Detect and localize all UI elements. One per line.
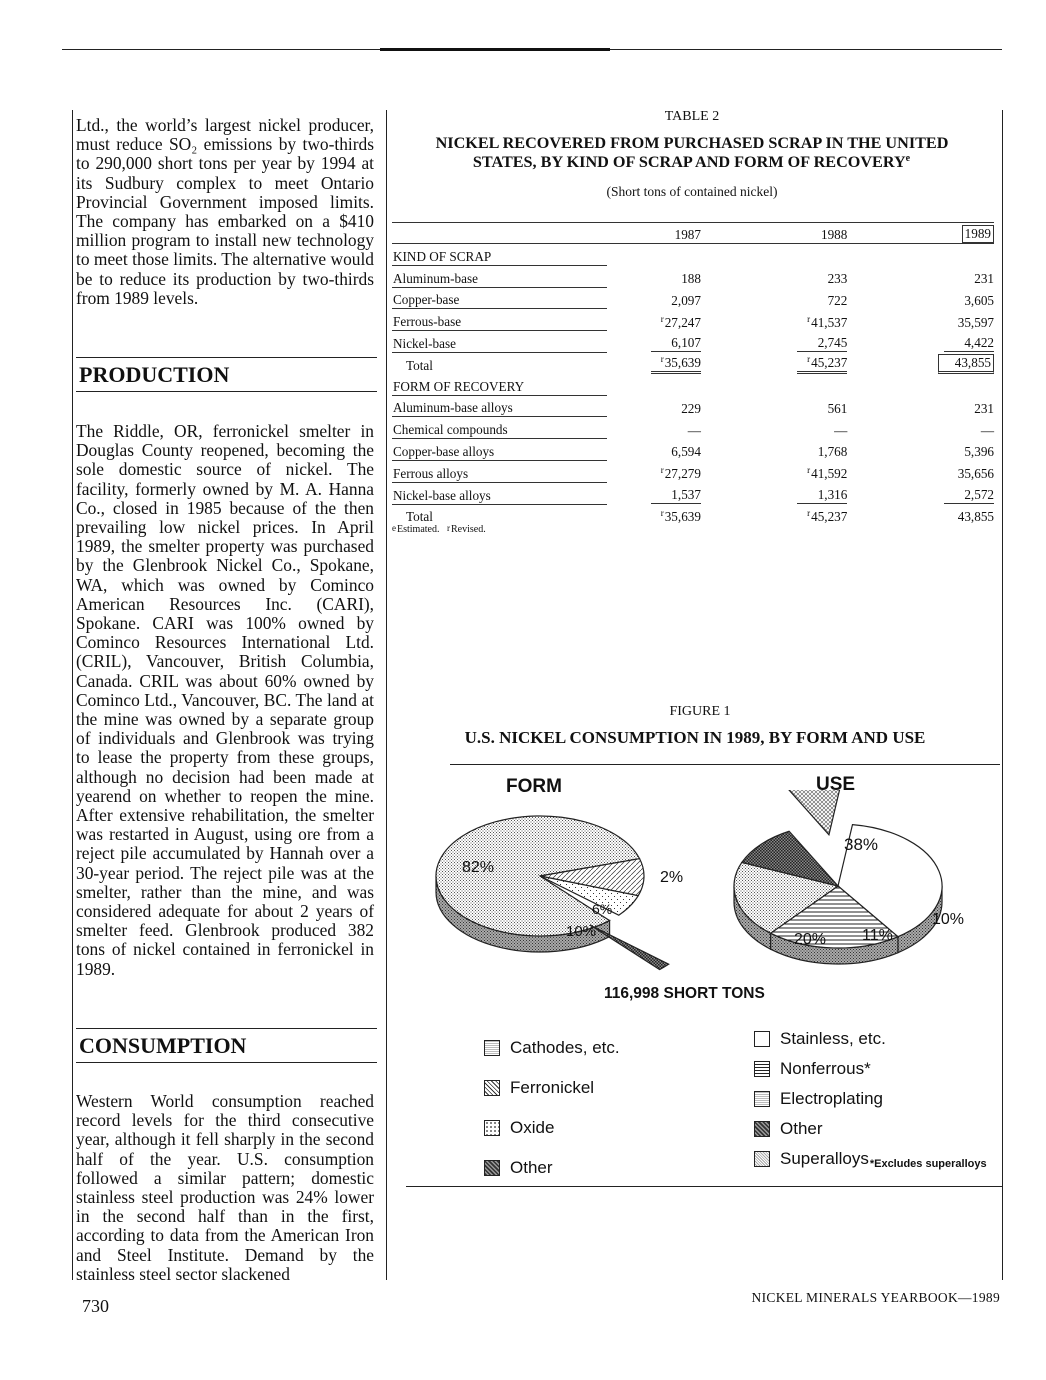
slice-label: 20% <box>794 931 827 948</box>
cell-value: — <box>687 422 701 438</box>
pie-slice <box>780 790 843 835</box>
table-row <box>392 331 994 353</box>
year-header: 1988 <box>701 223 847 244</box>
form-pie <box>436 816 683 970</box>
row-label: Aluminum-base alloys <box>392 395 607 417</box>
section-label: KIND OF SCRAP <box>392 244 607 266</box>
figure-top-rule <box>450 764 1000 765</box>
table-row <box>392 482 994 504</box>
legend-swatch <box>484 1120 500 1136</box>
cell-value: 722 <box>827 292 848 308</box>
slice-label: 38% <box>844 835 879 854</box>
cell-value: 4,422 <box>847 331 994 353</box>
table-row <box>392 309 994 331</box>
figure-bottom-rule <box>406 1186 1002 1187</box>
table-row <box>392 265 994 287</box>
cell-value: — <box>834 422 848 438</box>
cell-value: 188 <box>681 271 701 287</box>
cell-value: 561 <box>827 400 848 416</box>
legend-item: Superalloys *Excludes superalloys <box>754 1144 987 1174</box>
cell-value: 6,594 <box>671 444 701 460</box>
cell-value: 43,855 <box>957 509 994 525</box>
legend-swatch <box>484 1040 500 1056</box>
form-label: FORM <box>506 776 562 797</box>
cell-value: 1,537 <box>607 482 701 504</box>
cell-value: $^r$27,247 <box>660 313 701 330</box>
left-column-rule <box>72 110 73 1280</box>
cell-value: 1,316 <box>701 482 847 504</box>
cell-value: $^r$27,279 <box>660 465 701 482</box>
paragraph-intro: Ltd., the world’s largest nickel producer, must reduce SO₂ emissions by two-thirds to 290,000 short tons per year by 1994 at its Sudbury complex to meet Ontario Provincial Government imposed limits. The company has embarked on a $410 million program to install new technology to meet those limits. The alternative would be to reduce its production by two-thirds from 1989 levels. <box>76 115 374 308</box>
row-label: Total <box>406 509 433 525</box>
table-footnotes: eEstimated. rRevised. <box>392 523 486 535</box>
paragraph-production: The Riddle, OR, ferronickel smelter in Douglas County reopened, becoming the sole domestic source of nickel. The facility, formerly owned by M. A. Hanna Co., closed in 1985 because of the then prevailing low nickel prices. In April 1989, the smelter property was purchased by the Glenbrook Nickel Co., Spokane, WA, which was owned by Cominco American Resources Inc. (CARI), Spokane. CARI was 100% owned by Cominco Resources International Ltd. (CRIL), Vancouver, British Columbia, Canada. CRIL was about 60% owned by Cominco Ltd., Vancouver, BC. The land at the mine was owned by a separate group of individuals and Glenbrook was trying to lease the property from these groups, although no decision had been made at yearend on whether to reopen the mine. After extensive rehabilitation, the smelter was restarted in August, using ore from a reject pile accumulated by Hannah over a 30-year period. The reject pile was at the smelter, rather than the mine, and was considered adequate for about 2 years of smelter feed. Glenbrook produced 382 tons of nickel contained in ferronickel in 1989. <box>76 421 374 979</box>
total-label: 116,998 SHORT TONS <box>604 985 765 1002</box>
table-row <box>392 460 994 482</box>
legend-swatch <box>484 1080 500 1096</box>
row-label: Copper-base <box>392 287 607 309</box>
legend-item: Stainless, etc. <box>754 1024 987 1054</box>
use-label: USE <box>816 774 856 795</box>
slice-label: 10% <box>932 911 965 928</box>
legend-swatch <box>484 1160 500 1176</box>
figure-title: U.S. NICKEL CONSUMPTION IN 1989, BY FORM AND USE <box>464 728 926 747</box>
table-title: NICKEL RECOVERED FROM PURCHASED SCRAP IN THE UNITED STATES, BY KIND OF SCRAP AND FORM OF RECOVERY$^e$ <box>435 134 949 171</box>
cell-value: 5,396 <box>964 444 994 460</box>
heading-consumption: CONSUMPTION <box>76 1028 377 1063</box>
table-row <box>392 287 994 309</box>
legend-swatch <box>754 1151 770 1167</box>
legend-item: Other <box>484 1148 620 1188</box>
cell-value: 2,097 <box>671 292 701 308</box>
table-row <box>392 352 994 373</box>
year-header: 1989 <box>847 223 994 244</box>
legend-item: Nonferrous* <box>754 1054 987 1084</box>
slice-label: 11% <box>862 927 893 944</box>
row-label: Aluminum-base <box>392 265 607 287</box>
row-label: Nickel-base <box>392 331 607 353</box>
section-row <box>392 374 994 395</box>
legend-item: Electroplating <box>754 1084 987 1114</box>
table-row <box>392 395 994 417</box>
cell-value: $^r$45,237 <box>807 508 848 525</box>
slice-label: 2% <box>660 869 684 886</box>
top-rule-accent <box>380 48 610 51</box>
year-header: 1987 <box>607 223 701 244</box>
page-number: 730 <box>82 1296 109 1316</box>
row-label: Total <box>406 357 433 373</box>
pie-charts <box>406 790 1002 990</box>
legend-item: Other <box>754 1114 987 1144</box>
legend-item: Ferronickel <box>484 1068 620 1108</box>
cell-value: 2,572 <box>847 482 994 504</box>
table-row <box>392 439 994 461</box>
row-label: Ferrous alloys <box>392 460 607 482</box>
table-header-row <box>392 223 994 244</box>
cell-value: 35,656 <box>957 466 994 482</box>
cell-value: — <box>980 422 994 438</box>
column-divider <box>386 110 387 1280</box>
legend-swatch <box>754 1031 770 1047</box>
section-label: FORM OF RECOVERY <box>392 374 607 395</box>
slice-label: 6% <box>592 901 613 917</box>
table-row <box>392 417 994 439</box>
pie-slice <box>590 925 669 970</box>
cell-value: 231 <box>974 400 994 416</box>
cell-value: 2,745 <box>701 331 847 353</box>
use-pie <box>734 790 964 964</box>
scrap-table <box>392 222 994 525</box>
cell-value: 231 <box>974 271 994 287</box>
table-row <box>392 504 994 525</box>
table-subtitle: (Short tons of contained nickel) <box>606 184 778 199</box>
figure-caption: FIGURE 1 <box>669 704 731 719</box>
cell-value: 229 <box>681 400 701 416</box>
cell-value: $^r$41,537 <box>807 313 848 330</box>
row-label: Chemical compounds <box>392 417 607 439</box>
slice-label: 82% <box>462 859 495 876</box>
cell-value: $^r$41,592 <box>807 465 848 482</box>
slice-label: 10% <box>566 923 597 940</box>
table-caption: TABLE 2 <box>664 109 720 124</box>
cell-value: 6,107 <box>607 331 701 353</box>
legend-swatch <box>754 1091 770 1107</box>
row-label: Copper-base alloys <box>392 439 607 461</box>
running-title: NICKEL MINERALS YEARBOOK—1989 <box>751 1290 1000 1305</box>
paragraph-consumption: Western World consumption reached record levels for the third consecutive year, although it fell sharply in the second half of the year. U.S. consumption followed a similar pattern; domestic stainless steel production was 24% lower in the second half than in the first, according to data from the American Iron and Steel Institute. Demand by the stainless steel sector slackened <box>76 1091 374 1284</box>
cell-value: $^r$35,639 <box>607 352 701 373</box>
cell-value: 1,768 <box>817 444 848 460</box>
row-label: Nickel-base alloys <box>392 482 607 504</box>
form-legend <box>484 1028 620 1188</box>
legend-swatch <box>754 1061 770 1077</box>
section-row <box>392 244 994 266</box>
legend-item: Cathodes, etc. <box>484 1028 620 1068</box>
use-legend <box>754 1024 987 1174</box>
legend-item: Oxide <box>484 1108 620 1148</box>
figure-footnote: *Excludes superalloys <box>869 1158 987 1170</box>
cell-value: $^r$45,237 <box>701 352 847 373</box>
legend-swatch <box>754 1121 770 1137</box>
row-label: Ferrous-base <box>392 309 607 331</box>
right-column-rule <box>1002 110 1003 1280</box>
cell-value: 35,597 <box>957 314 994 330</box>
cell-value: 3,605 <box>964 292 994 308</box>
cell-value: 233 <box>827 271 848 287</box>
heading-production: PRODUCTION <box>76 357 377 392</box>
cell-value: 43,855 <box>847 352 994 373</box>
cell-value: $^r$35,639 <box>660 508 701 525</box>
